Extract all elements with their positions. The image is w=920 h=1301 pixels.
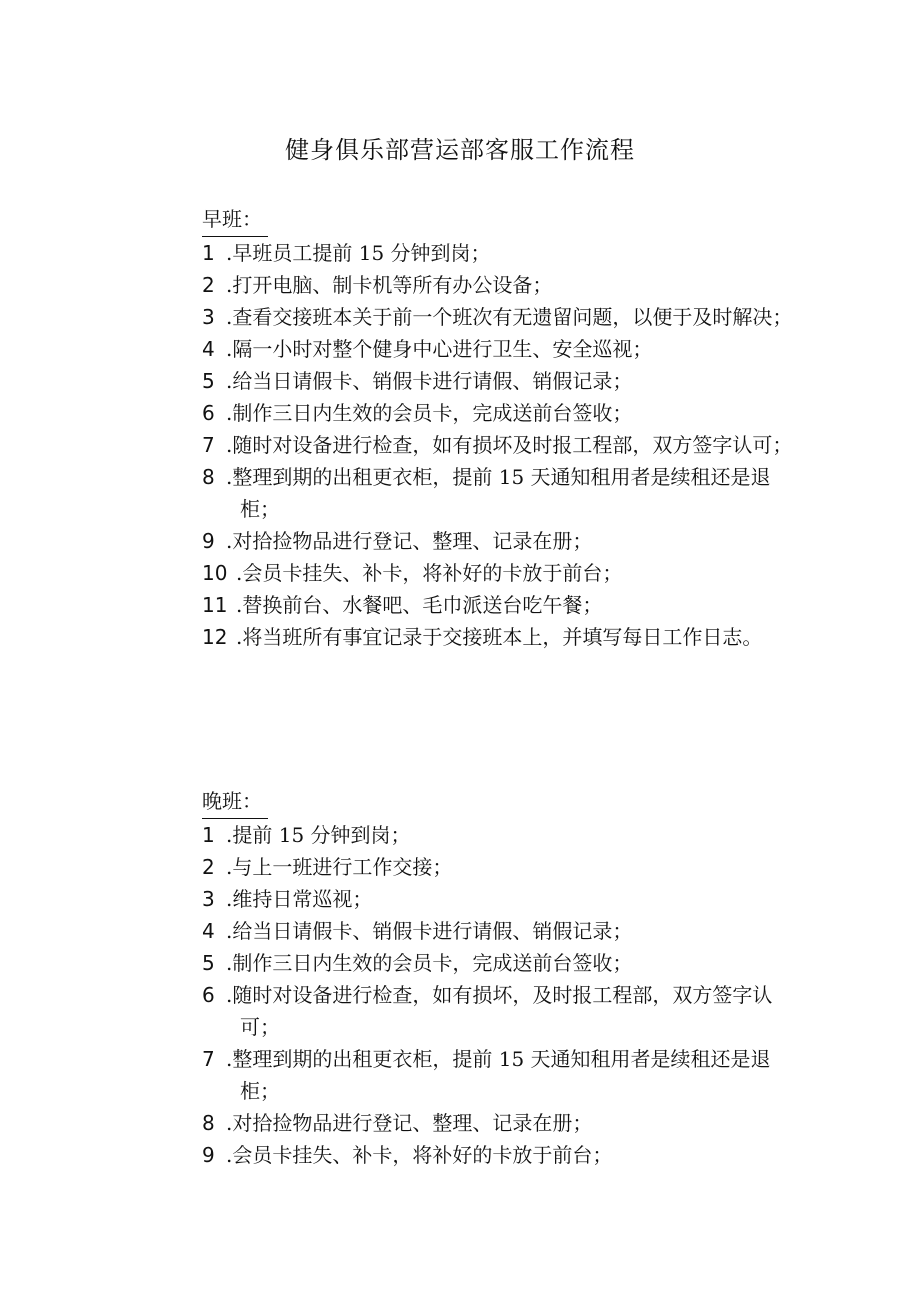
item-text: .隔一小时对整个健身中心进行卫生、安全巡视； [226,337,653,361]
item-number: 5 [202,951,215,975]
evening-shift-list [202,819,802,1171]
list-item [202,461,802,525]
item-number: 4 [202,919,215,943]
item-text: .整理到期的出租更衣柜，提前 15 天通知租用者是续租还是退柜； [226,1047,771,1103]
morning-shift-section [202,204,802,653]
morning-shift-list [202,237,802,653]
item-text: .对拾捡物品进行登记、整理、记录在册； [226,529,593,553]
list-item [202,1139,802,1171]
item-number: 1 [202,241,215,265]
item-number: 11 [202,593,228,617]
item-number: 12 [202,625,228,649]
item-text: .制作三日内生效的会员卡，完成送前台签收； [226,951,633,975]
list-item [202,429,802,461]
item-number: 8 [202,1111,215,1135]
item-number: 2 [202,855,215,879]
item-text: .对拾捡物品进行登记、整理、记录在册； [226,1111,593,1135]
item-text: .随时对设备进行检查，如有损坏，及时报工程部，双方签字认可； [226,983,773,1039]
item-text: .查看交接班本关于前一个班次有无遗留问题，以便于及时解决； [226,305,793,329]
list-item [202,557,802,589]
list-item [202,621,802,653]
list-item [202,525,802,557]
list-item [202,819,802,851]
item-text: .打开电脑、制卡机等所有办公设备； [226,273,553,297]
item-number: 7 [202,433,215,457]
item-text: .会员卡挂失、补卡，将补好的卡放于前台； [226,1143,613,1167]
item-text: .提前 15 分钟到岗； [226,823,411,847]
item-number: 8 [202,465,215,489]
item-text: .随时对设备进行检查，如有损坏及时报工程部，双方签字认可； [226,433,793,457]
list-item [202,301,802,333]
item-number: 4 [202,337,215,361]
evening-shift-heading: 晚班： [202,786,268,819]
list-item [202,979,802,1043]
list-item [202,915,802,947]
evening-shift-section [202,786,802,1171]
item-text: .给当日请假卡、销假卡进行请假、销假记录； [226,369,633,393]
list-item [202,589,802,621]
item-number: 2 [202,273,215,297]
item-number: 7 [202,1047,215,1071]
list-item [202,237,802,269]
item-text: .维持日常巡视； [226,887,373,911]
item-number: 10 [202,561,228,585]
list-item [202,947,802,979]
item-text: .早班员工提前 15 分钟到岗； [226,241,491,265]
list-item [202,851,802,883]
item-number: 6 [202,401,215,425]
list-item [202,397,802,429]
item-text: .整理到期的出租更衣柜，提前 15 天通知租用者是续租还是退柜； [226,465,771,521]
item-number: 9 [202,529,215,553]
item-text: .制作三日内生效的会员卡，完成送前台签收； [226,401,633,425]
list-item [202,883,802,915]
item-text: .替换前台、水餐吧、毛巾派送台吃午餐； [236,593,603,617]
item-number: 3 [202,305,215,329]
item-text: .将当班所有事宜记录于交接班本上，并填写每日工作日志。 [236,625,763,649]
list-item [202,1107,802,1139]
item-number: 9 [202,1143,215,1167]
item-text: .给当日请假卡、销假卡进行请假、销假记录； [226,919,633,943]
list-item [202,1043,802,1107]
morning-shift-heading: 早班： [202,204,268,237]
item-text: .与上一班进行工作交接； [226,855,453,879]
item-number: 6 [202,983,215,1007]
list-item [202,365,802,397]
list-item [202,333,802,365]
document-title: 健身俱乐部营运部客服工作流程 [285,136,635,164]
item-number: 5 [202,369,215,393]
item-number: 1 [202,823,215,847]
item-text: .会员卡挂失、补卡，将补好的卡放于前台； [236,561,623,585]
item-number: 3 [202,887,215,911]
list-item [202,269,802,301]
